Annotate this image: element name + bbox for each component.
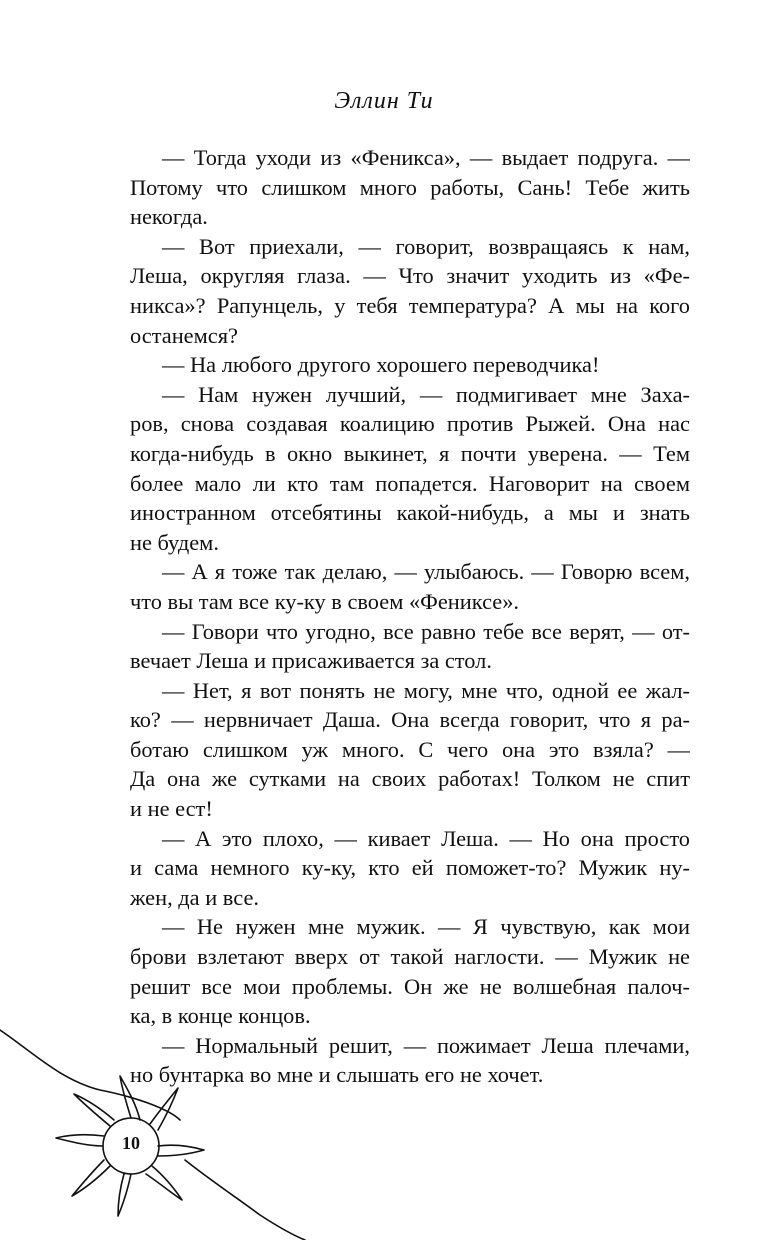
body-text: [130, 143, 690, 1090]
text-line: — Нам нужен лучший, — подмигивает мне Заха-: [162, 381, 690, 407]
text-line: решит все мои проблемы. Он же не волшебная палоч-: [130, 973, 690, 999]
text-line: ко? — нервничает Даша. Она всегда говорит, что я ра-: [130, 707, 690, 733]
text-line: никса»? Рапунцель, у тебя температура? А мы на кого: [130, 292, 690, 318]
running-head-title: Эллин Ти: [334, 88, 434, 114]
text-line: — Нет, я вот понять не могу, мне что, одной ее жал-: [162, 677, 690, 703]
text-line: брови взлетают вверх от такой наглости. — Мужик не: [130, 944, 690, 970]
text-line: и не ест!: [130, 796, 213, 822]
sun-ornament-icon: [0, 1000, 320, 1240]
text-line: ров, снова создавая коалицию против Рыжей. Она нас: [130, 411, 690, 437]
text-line: — А это плохо, — кивает Леша. — Но она просто: [162, 825, 690, 851]
text-line: вечает Леша и присаживается за стол.: [130, 648, 492, 674]
text-line: некогда.: [130, 204, 208, 230]
text-line: иностранном отсебятины какой-нибудь, а мы и знать: [130, 500, 690, 526]
text-line: Да она же сутками на своих работах! Толком не спит: [130, 766, 690, 792]
text-line: — Нормальный решит, — пожимает Леша плечами,: [162, 1032, 690, 1058]
text-line: и сама немного ку-ку, кто ей поможет-то? Мужик ну-: [130, 855, 690, 881]
text-line: — На любого другого хорошего переводчика!: [162, 352, 600, 378]
text-line: — Не нужен мне мужик. — Я чувствую, как мои: [162, 914, 690, 940]
text-line: Леша, округляя глаза. — Что значит уходить из «Фе-: [130, 263, 690, 289]
text-line: — Говори что угодно, все равно тебе все верят, — от-: [162, 618, 690, 644]
text-line: — Вот приехали, — говорит, возвращаясь к нам,: [162, 233, 690, 259]
text-line: более мало ли кто там попадется. Наговорит на своем: [130, 470, 690, 496]
text-line: когда-нибудь в окно выкинет, я почти уверена. — Тем: [130, 440, 690, 466]
text-line: — Тогда уходи из «Феникса», — выдает подруга. —: [162, 145, 690, 170]
text-line: но бунтарка во мне и слышать его не хочет.: [130, 1062, 544, 1088]
text-line: Потому что слишком много работы, Сань! Тебе жить: [130, 174, 690, 200]
text-line: ка, в конце концов.: [130, 1003, 311, 1029]
text-line: останемся?: [130, 322, 238, 348]
text-line: — А я тоже так делаю, — улыбаюсь. — Говорю всем,: [162, 559, 690, 585]
page-number: 10: [122, 1133, 140, 1153]
text-line: ботаю слишком уж много. С чего она это взяла? —: [130, 736, 690, 762]
text-line: жен, да и все.: [130, 884, 259, 910]
text-line: что вы там все ку-ку в своем «Фениксе».: [130, 588, 520, 614]
text-line: не будем.: [130, 529, 219, 555]
